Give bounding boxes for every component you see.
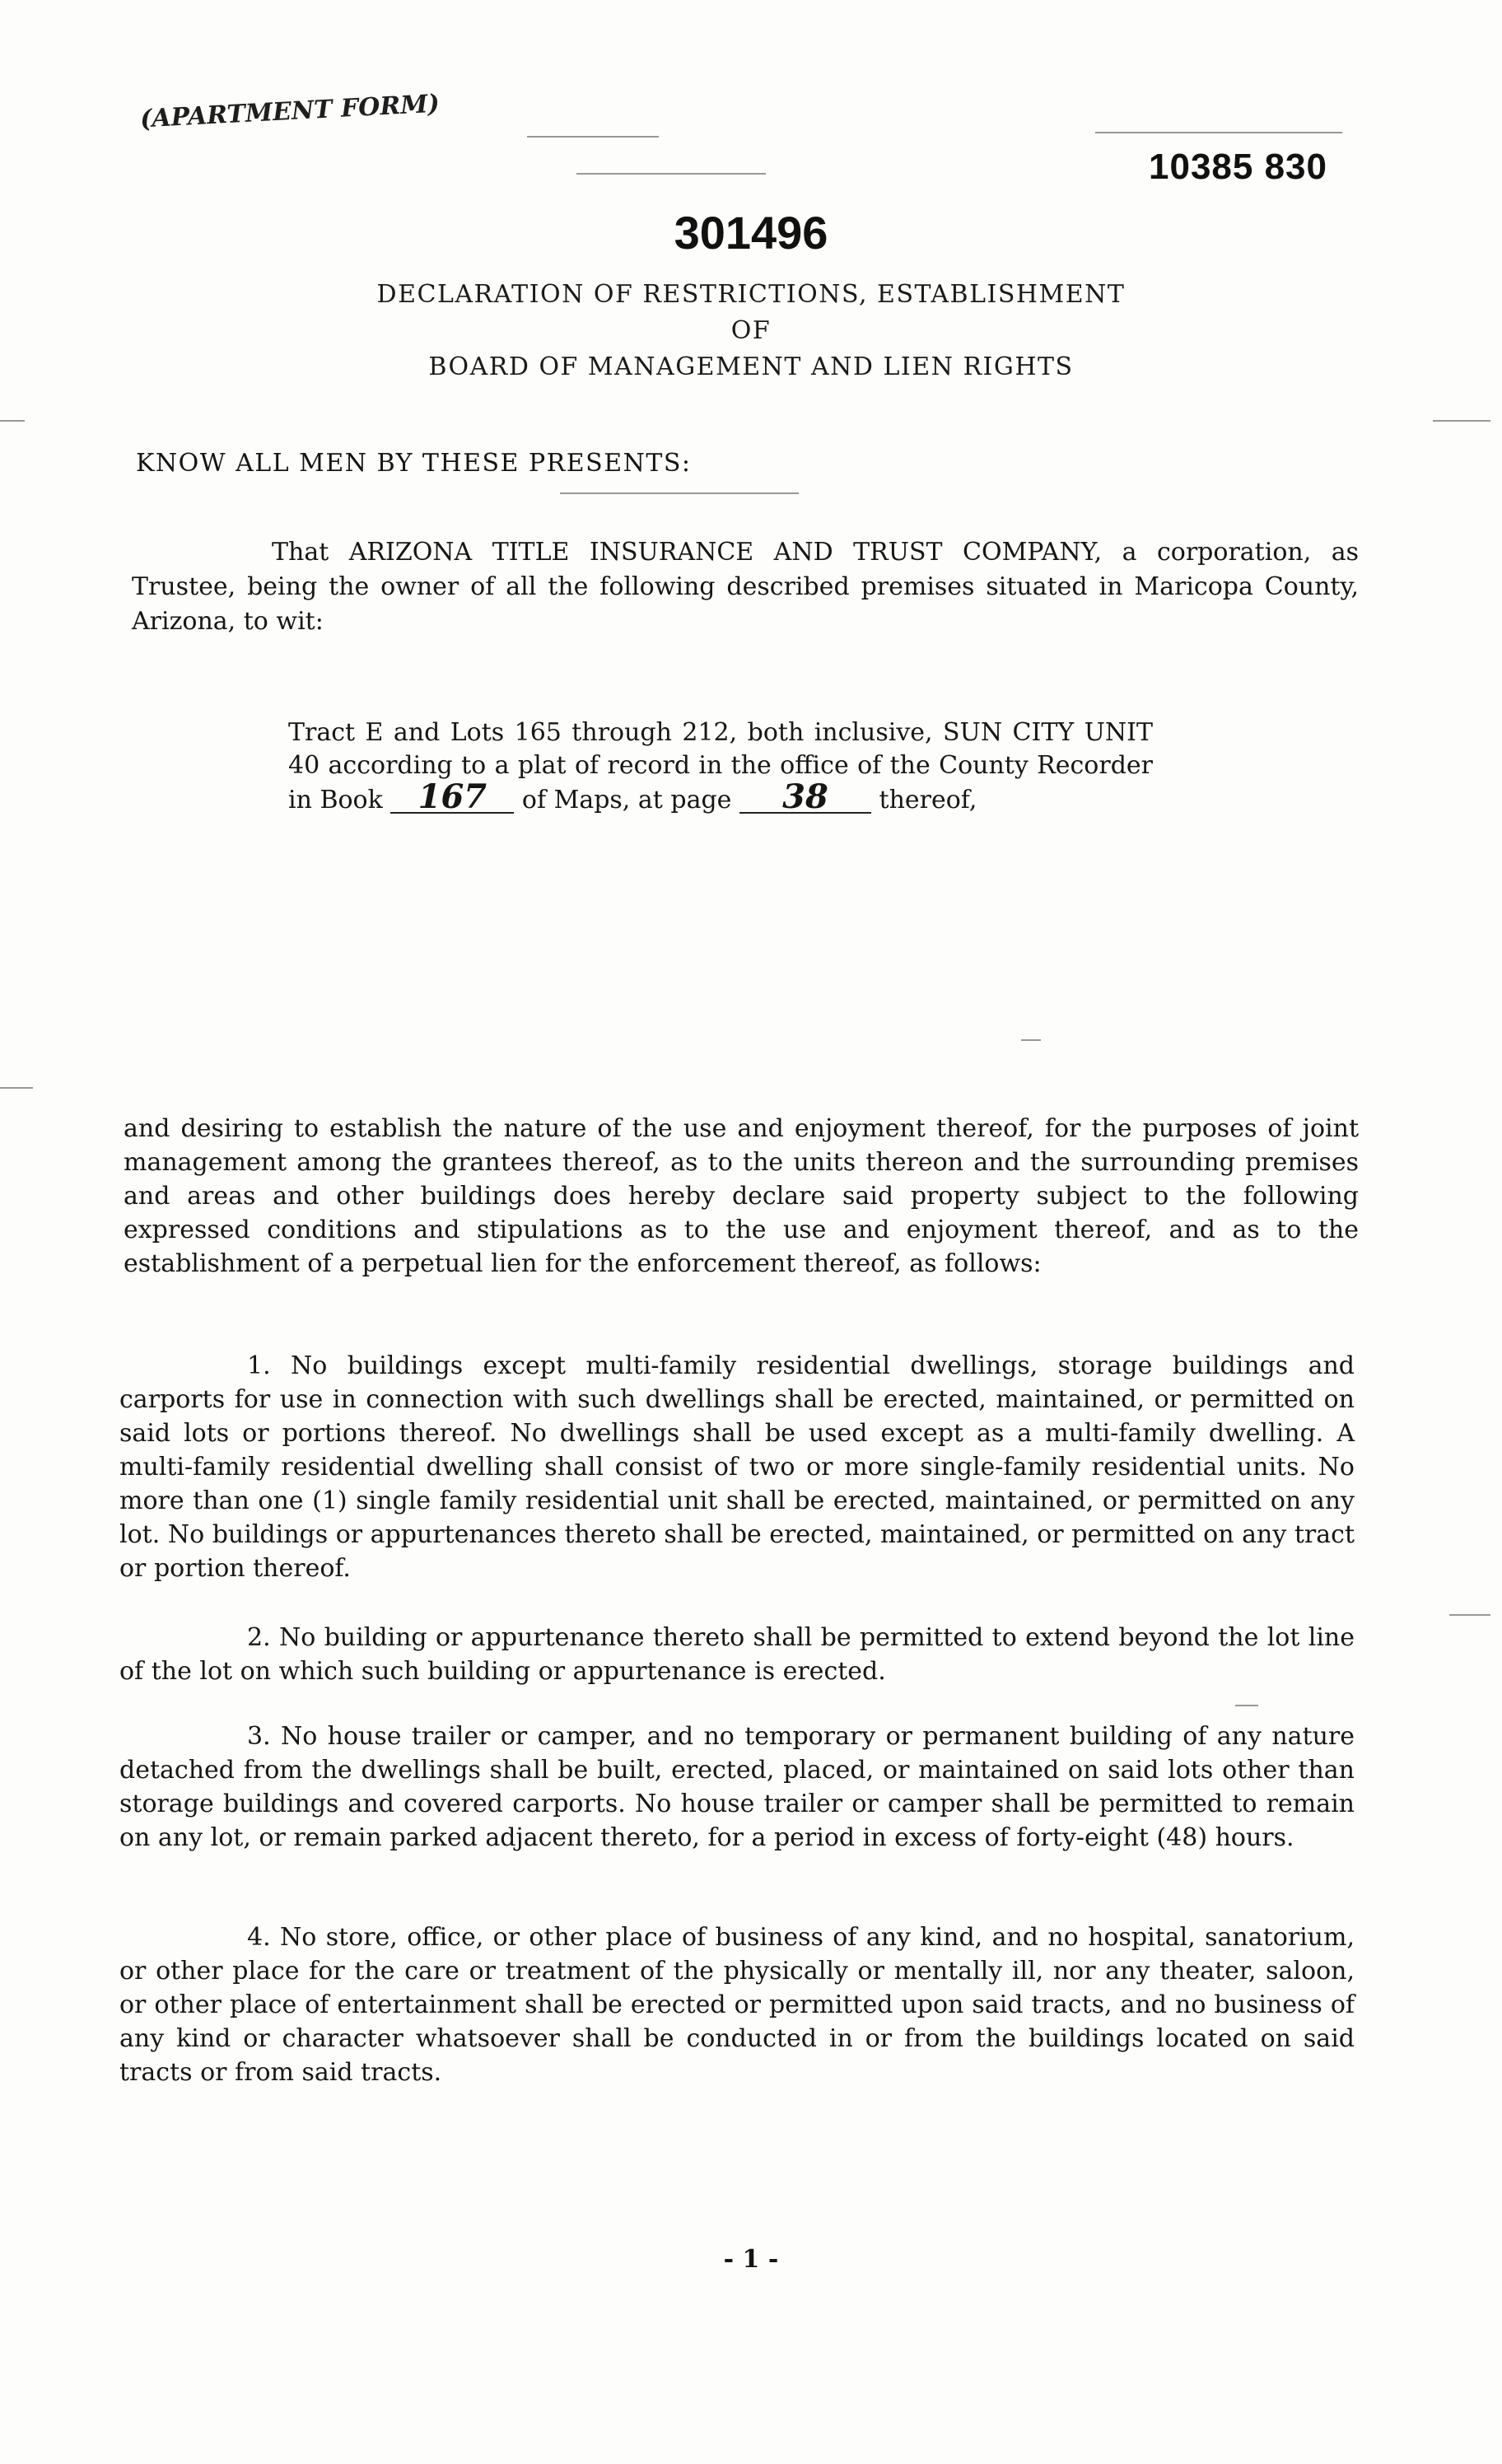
clause-1: 1. No buildings except multi-family residential dwellings, storage buildings and carports for use in connection with such dwellings shall be erected, maintained, or permitted on said lots or portions thereof. No dwellings shall be used except as a multi-family dwelling. A multi-family residential dwelling shall consist of two or more single-family residential units. No more than one (1) single family residential unit shall be erected, maintained, or permitted on any lot. No buildings or appurtenances thereto shall be erected, maintained, or permitted on any tract or portion thereof.: [119, 1351, 1355, 1583]
legal-text-middle: of Maps, at page: [521, 786, 732, 814]
scan-artifact-line: [1433, 420, 1490, 422]
scan-artifact-line: [1235, 1705, 1258, 1706]
title-line-1: DECLARATION OF RESTRICTIONS, ESTABLISHMENT: [376, 280, 1126, 309]
scan-artifact-line: [0, 420, 25, 422]
scan-artifact-line: [1449, 1614, 1490, 1616]
book-number-handwritten: 167: [390, 782, 514, 814]
preamble: KNOW ALL MEN BY THESE PRESENTS:: [136, 449, 692, 478]
scan-artifact-line: [560, 492, 799, 494]
legal-description: [288, 716, 1153, 817]
clause-4: 4. No store, office, or other place of business of any kind, and no hospital, sanatorium, or other place for the care or treatment of the physically or mentally ill, nor any theater, saloon, or other place of entertainment shall be erected or permitted upon said tracts, and no business of any kind or character whatsoever shall be conducted in or from the buildings located on said tracts or from said tracts.: [119, 1923, 1355, 2087]
handwritten-note: (APARTMENT FORM): [139, 89, 441, 134]
clause-2: 2. No building or appurtenance thereto shall be permitted to extend beyond the lot line of the lot on which such building or appurtenance is erected.: [119, 1623, 1355, 1686]
title-line-3: BOARD OF MANAGEMENT AND LIEN RIGHTS: [428, 352, 1074, 381]
clause-3: 3. No house trailer or camper, and no temporary or permanent building of any nature detached from the dwellings shall be built, erected, placed, or maintained on said lots other than storage buildings and covered carports. No house trailer or camper shall be permitted to remain on any lot, or remain parked adjacent thereto, for a period in excess of forty-eight (48) hours.: [119, 1722, 1355, 1852]
intro-paragraph: That ARIZONA TITLE INSURANCE AND TRUST COMPANY, a corporation, as Trustee, being the owner of all the following described premises situated in Maricopa County, Arizona, to wit:: [132, 538, 1359, 636]
legal-text-after: thereof,: [879, 786, 977, 814]
document-number: 301496: [674, 207, 828, 259]
desiring-paragraph: and desiring to establish the nature of the use and enjoyment thereof, for the purposes of joint management among the grantees thereof, as to the units thereon and the surrounding premises and areas and other buildings does hereby declare said property subject to the following expressed conditions and stipulations as to the use and enjoyment thereof, and as to the establishment of a perpetual lien for the enforcement thereof, as follows:: [124, 1114, 1359, 1278]
recorder-number: 10385 830: [1149, 147, 1327, 187]
scan-artifact-line: [1021, 1039, 1041, 1041]
legal-text-before: Tract E and Lots 165 through 212, both inclusive, SUN CITY UNIT 40 according to a plat of record in the office of the County Recorder in Book: [288, 718, 1153, 814]
page-footer-number: - 1 -: [723, 2245, 779, 2274]
page-number-handwritten: 38: [739, 782, 871, 814]
scan-artifact-line: [1095, 132, 1342, 133]
scan-artifact-line: [576, 173, 766, 175]
scan-artifact-line: [527, 136, 659, 138]
title-line-2: OF: [730, 316, 772, 345]
scan-artifact-line: [0, 1087, 33, 1089]
